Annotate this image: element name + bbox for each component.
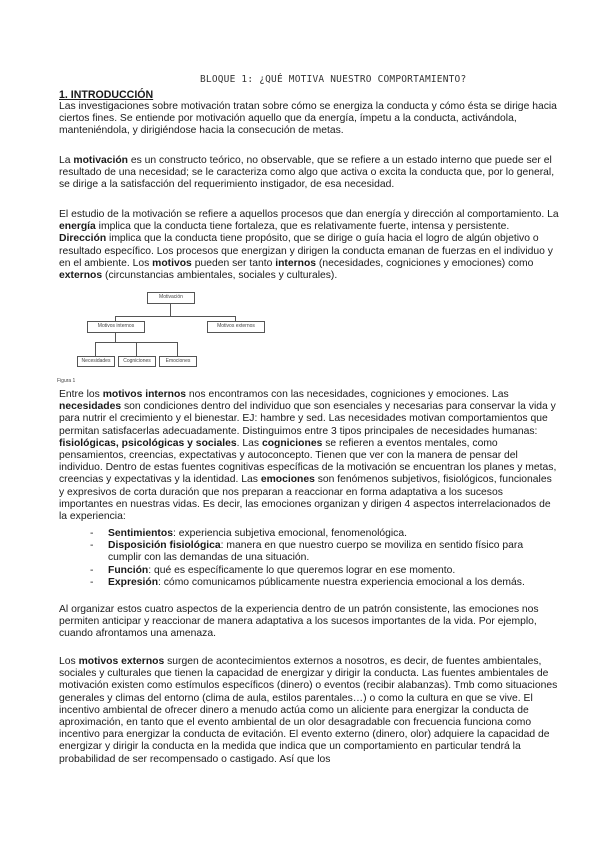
list-item: - Expresión: cómo comunicamos públicamente nuestra experiencia emocional a los demás.: [90, 576, 525, 588]
diagram-connector: [177, 342, 178, 356]
diagram-node-emociones: Emociones: [159, 356, 197, 367]
list-item: - Función: qué es específicamente lo que queremos lograr en ese momento.: [90, 564, 456, 576]
figure-caption: Figura 1: [57, 378, 76, 384]
paragraph-motivacion: La motivación es un constructo teórico, no observable, que se refiere a un estado interno que puede ser el resultado de una necesidad; se le caracteriza como algo que activa o excita la conducta que, por lo general, se dirige a la satisfacción del requerimiento instigador, de esa necesidad.: [59, 155, 555, 191]
diagram-node-root: Motivación: [147, 292, 195, 304]
paragraph-intro: Las investigaciones sobre motivación tratan sobre cómo se energiza la conducta y cómo ésta se dirige hacia ciertos fines. Se entiende por motivación aquello que da energía, ímpetu a la conducta, activándola, manteniéndola, y dirigiéndose hacia la consecución de metas.: [59, 101, 557, 137]
motivation-diagram: [57, 290, 277, 386]
paragraph-motivos-internos: Entre los motivos internos nos encontramos con las necesidades, cogniciones y emociones. Las necesidades son condiciones dentro del individuo que son esenciales y necesarias para conservar la vida y para nutrir el crecimiento y el bienestar. EJ: hambre y sed. Las necesidades motivan comportamientos que permitan satisfacerlas adecuadamente. Distinguimos entre 3 tipos principales de necesidades humanas: fisiológicas, psicológicas y sociales. Las cogniciones se refieren a eventos mentales, como pensamientos, creencias, expectativas y autoconcepto. Tienen que ver con la manera de pensar del individuo. Dentro de estas fuentes cognitivas específicas de la motivación se encuentran los planes y metas, creencias y expectativas y la identidad. Las emociones son fenómenos subjetivos, fisiológicos, funcionales y expresivos de corta duración que nos preparan a reaccionar en forma adaptativa a los sucesos importantes en nuestras vidas. Es decir, las emociones organizan y dirigen 4 aspectos interrelacionados de la experiencia:: [59, 389, 557, 523]
diagram-node-cogniciones: Cogniciones: [118, 356, 156, 367]
diagram-node-external: Motivos externos: [207, 321, 265, 333]
diagram-connector: [115, 332, 116, 342]
list-item: - Disposición fisiológica: manera en que nuestro cuerpo se moviliza en sentido físico para cumplir con las demandas de una situación.: [90, 540, 524, 564]
diagram-node-necesidades: Necesidades: [77, 356, 115, 367]
diagram-connector: [170, 303, 171, 316]
diagram-node-internal: Motivos internos: [87, 321, 145, 333]
diagram-connector: [95, 342, 96, 356]
bloque-title: BLOQUE 1: ¿QUÉ MOTIVA NUESTRO COMPORTAMIENTO?: [200, 74, 467, 85]
paragraph-organizar: Al organizar estos cuatro aspectos de la experiencia dentro de un patrón consistente, las emociones nos permiten anticipar y reaccionar de manera adaptativa a los sucesos importantes de la vida. Por ejemplo, cuando afrontamos una amenaza.: [59, 604, 539, 640]
diagram-connector: [115, 316, 235, 317]
section-title: 1. INTRODUCCIÓN: [59, 89, 154, 101]
paragraph-motivos-externos: Los motivos externos surgen de acontecimientos externos a nosotros, es decir, de fuentes ambientales, sociales y culturales que tienen la capacidad de energizar y dirigir la conducta. Las fuentes ambientales de motivación existen como estímulos específicos (dinero) o eventos (recibir alabanzas). Tmb como situaciones generales y climas del entorno (clima de aula, estilos parentales…) o como la cultura en que se vive. El incentivo ambiental de ofrecer dinero a menudo actúa como un aliciente para energizar la conducta de aproximación, en tanto que el evento ambiental de un olor desagradable con frecuencia funciona como incentivo para energizar la conducta de evitación. El evento externo (dinero, olor) adquiere la capacidad de energizar y dirigir la conducta en la medida que indica que un comportamiento en particular tendrá la probabilidad de ser recompensado o castigado. Así que los: [59, 656, 558, 765]
list-item: - Sentimientos: experiencia subjetiva emocional, fenomenológica.: [90, 528, 407, 539]
emotion-aspects-list: [59, 528, 559, 589]
paragraph-estudio: El estudio de la motivación se refiere a aquellos procesos que dan energía y dirección al comportamiento. La energía implica que la conducta tiene fortaleza, que es relativamente fuerte, intensa y persistente. Dirección implica que la conducta tiene propósito, que se dirige o guía hacia el logro de algún objetivo o resultado específico. Los procesos que energizan y dirigen la conducta emanan de fuerzas en el individuo y en el ambiente. Los motivos pueden ser tanto internos (necesidades, cogniciones y emociones) como externos (circunstancias ambientales, sociales y culturales).: [59, 209, 559, 282]
diagram-connector: [136, 342, 137, 356]
